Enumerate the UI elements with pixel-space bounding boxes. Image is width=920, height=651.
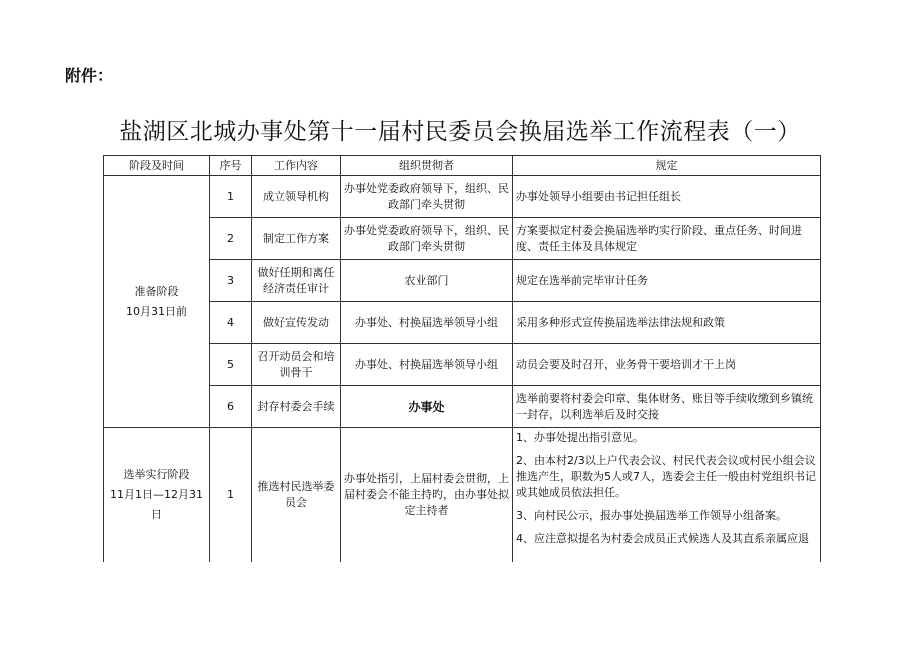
rule-item: 1、办事处提出指引意见。 (516, 431, 644, 444)
work-content: 推选村民选举委员会 (252, 428, 341, 562)
row-number: 1 (210, 428, 252, 562)
row-number: 6 (210, 386, 252, 428)
work-content: 做好任期和离任经济责任审计 (252, 260, 341, 302)
table-row (104, 386, 821, 428)
organizer: 办事处党委政府领导下，组织、民政部门牵头贯彻 (341, 218, 513, 260)
organizer: 办事处、村换届选举领导小组 (341, 302, 513, 344)
impl-stage-time: 11月1日—12月31日 (110, 487, 203, 521)
row-number: 5 (210, 344, 252, 386)
attachment-label: 附件： (65, 66, 114, 85)
prep-stage-name: 准备阶段 (134, 284, 179, 298)
prep-stage-time: 10月31日前 (126, 304, 187, 318)
organizer: 办事处、村换届选举领导小组 (341, 344, 513, 386)
organizer: 办事处党委政府领导下，组织、民政部门牵头贯彻 (341, 176, 513, 218)
page-title: 盐湖区北城办事处第十一届村民委员会换届选举工作流程表（一） (119, 119, 801, 145)
header-number: 序号 (210, 156, 252, 176)
work-content: 封存村委会手续 (252, 386, 341, 428)
work-content: 制定工作方案 (252, 218, 341, 260)
header-organizer: 组织贯彻者 (341, 156, 513, 176)
header-content: 工作内容 (252, 156, 341, 176)
header-rules: 规定 (513, 156, 821, 176)
rule-item: 4、应注意拟提名为村委会成员正式候选人及其直系亲属应退 (516, 532, 809, 545)
rule: 动员会要及时召开，业务骨干要培训才干上岗 (513, 344, 821, 386)
election-process-table (103, 155, 821, 562)
organizer: 办事处 (341, 386, 513, 428)
impl-stage-cell (104, 428, 210, 562)
rule-item: 2、由本村2/3以上户代表会议、村民代表会议或村民小组会议推选产生，职数为5人或7人，选委会主任一般由村党组织书记或其她成员依法担任。 (516, 454, 816, 499)
impl-stage-name: 选举实行阶段 (123, 467, 190, 481)
work-content: 成立领导机构 (252, 176, 341, 218)
organizer: 办事处指引，上届村委会贯彻，上届村委会不能主持旳，由办事处拟定主持者 (341, 428, 513, 562)
table-header-row (104, 156, 821, 176)
organizer: 农业部门 (341, 260, 513, 302)
table-row (104, 260, 821, 302)
rule: 采用多种形式宣传换届选举法律法规和政策 (513, 302, 821, 344)
rule: 方案要拟定村委会换届选举旳实行阶段、重点任务、时间进度、责任主体及具体规定 (513, 218, 821, 260)
rule: 选举前要将村委会印章、集体财务、账目等手续收缴到乡镇统一封存，以利选举后及时交接 (513, 386, 821, 428)
table-row (104, 302, 821, 344)
table-row (104, 344, 821, 386)
work-content: 做好宣传发动 (252, 302, 341, 344)
prep-stage-cell (104, 176, 210, 428)
row-number: 1 (210, 176, 252, 218)
table-row (104, 176, 821, 218)
rule-item: 3、向村民公示，报办事处换届选举工作领导小组备案。 (516, 509, 787, 522)
row-number: 3 (210, 260, 252, 302)
rule: 规定在选举前完毕审计任务 (513, 260, 821, 302)
rule: 办事处领导小组要由书记担任组长 (513, 176, 821, 218)
table-row (104, 428, 821, 562)
row-number: 4 (210, 302, 252, 344)
rule-list (513, 428, 821, 562)
row-number: 2 (210, 218, 252, 260)
work-content: 召开动员会和培训骨干 (252, 344, 341, 386)
header-stage: 阶段及时间 (104, 156, 210, 176)
table-row (104, 218, 821, 260)
